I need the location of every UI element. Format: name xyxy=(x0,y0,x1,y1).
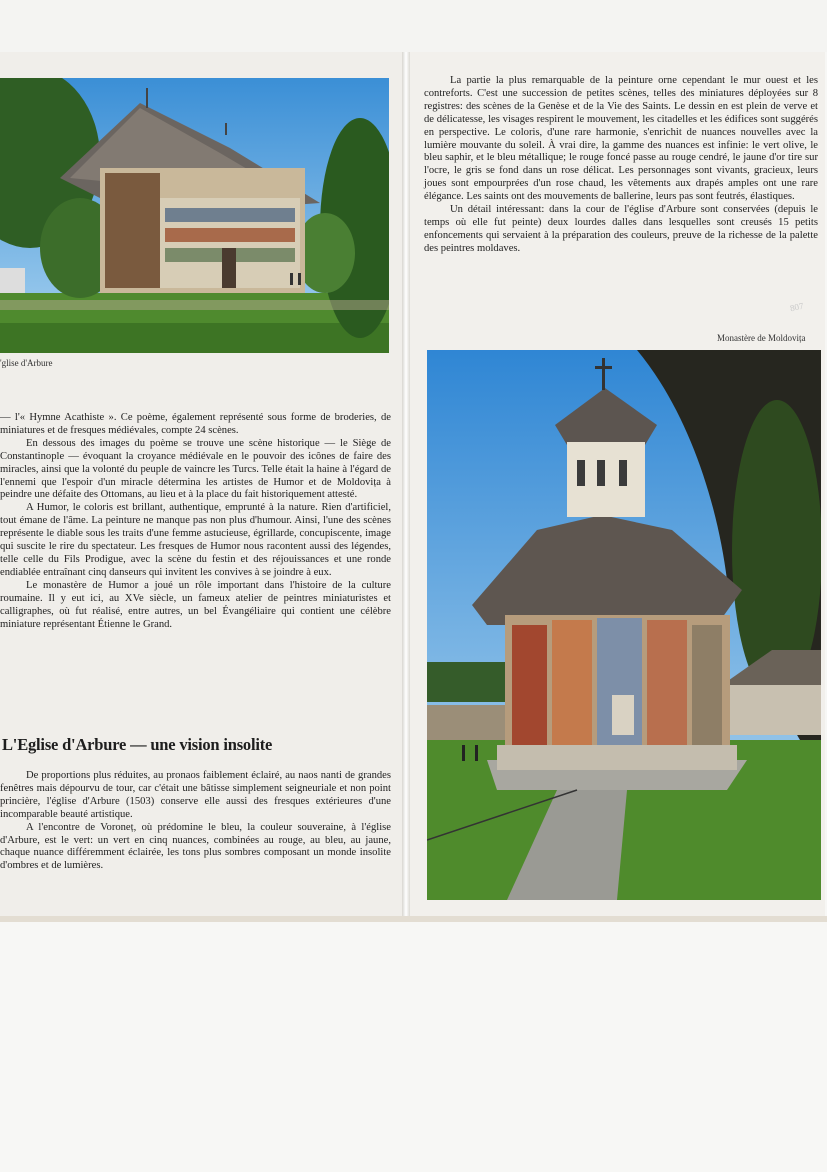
paragraph: A Humor, le coloris est brillant, authentique, emprunté à la nature. Rien d'artificiel, tout émane de l'âme. La peinture ne manque pas non plus d'humour. Ainsi, l'une des scènes représente le diable sous les traits d'une femme astucieuse, égrillarde, concupiscente, image qui suscite le rire du spectateur. Les fresques de Humor nous racontent aussi des légendes, telle celle du Fils Prodigue, avec la scène du festin et des réjouissances et une ronde endiablée entraînant cinq danseurs qui invitent les convives à se joindre à eux. xyxy=(0,502,391,578)
moldovita-monastery-photo xyxy=(427,350,821,900)
paragraph: Le monastère de Humor a joué un rôle important dans l'histoire de la culture roumaine. Il y eut ici, au XVe siècle, un fameux atelier de peintres miniaturistes et calligraphes, où fut réalisé, entre autres, un bel Évangéliaire qui contient une célèbre miniature représentant Étienne le Grand. xyxy=(0,579,391,630)
right-photo-caption: Monastère de Moldovița xyxy=(717,333,806,343)
paragraph: De proportions plus réduites, au pronaos faiblement éclairé, au naos nanti de grandes fenêtres mais dépourvu de tour, car c'était une bâtisse simplement seigneuriale et non point princière, l'église d'Arbure (1503) conserve elle aussi des fresques extérieures d'une incomparable beauté artistique. xyxy=(0,770,391,820)
left-photo-caption: 'glise d'Arbure xyxy=(0,358,53,368)
paragraph: — l'« Hymne Acathiste ». Ce poème, également représenté sous forme de broderies, de miniatures et de fresques médiévales, compte 24 scènes. xyxy=(0,412,391,436)
booklet-edge xyxy=(0,916,827,922)
arbure-church-photo xyxy=(0,78,389,353)
right-body-text xyxy=(424,75,818,256)
paragraph: La partie la plus remarquable de la peinture orne cependant le mur ouest et les contreforts. C'est une succession de petites scènes, telles des miniatures déployées sur 8 registres: des scènes de la Genèse et de la Vie des Saints. Le dessin en est plein de verve et de délicatesse, les visages respirent le mouvement, les citadelles et les édifices sont suggérés en perspective. Le coloris, d'une rare harmonie, s'enrichit de nuances nouvelles avec la lumière mouvante du soleil. À vrai dire, la gamme des nuances est infinie: le vert olive, le bleu saphir, et le bleu métallique; le rouge foncé passe au rouge cendré, le jaune d'or tire sur l'ocre, le gris se fond dans un rose délicat. Les personnages sont vivants, gracieux, leurs joues sont empourprées d'un rose chaud, les vêtements aux drapés amples ont une rare élégance. Les saints ont des mouvements de ballerine, leurs pas sont feutrés, élastiques. xyxy=(424,75,818,203)
section-heading: L'Eglise d'Arbure — une vision insolite xyxy=(2,735,273,754)
paragraph: A l'encontre de Voroneț, où prédomine le bleu, la couleur souveraine, à l'église d'Arbure, est le vert: un vert en cinq nuances, combinées au rouge, au bleu, au jaune, chaque nuance différemment éclairée, les tons plus sombres composant un monde insolite d'ombres et de lumières. xyxy=(0,821,391,872)
left-section-text xyxy=(0,770,391,873)
stamp-mark: 807 xyxy=(789,300,805,314)
paragraph: Un détail intéressant: dans la cour de l'église d'Arbure sont conservées (depuis le temps où elle fut peinte) deux lourdes dalles dans lesquelles sont creusés 15 petits enfoncements qui servaient à la préparation des couleurs, preuve de la richesse de la palette des peintres moldaves. xyxy=(424,204,818,254)
paragraph: En dessous des images du poème se trouve une scène historique — le Siège de Constantinople — évoquant la croyance médiévale en le pouvoir des icônes de faire des miracles, ainsi que la volonté du peuple de vaincre les Turcs. Telle était la haine à l'égard de l'ennemi que l'espoir d'un miracle détermina les artistes de Humor et de Moldovița à peindre une défaite des Ottomans, au lieu et à la place du fait historiquement attesté. xyxy=(0,437,391,501)
left-body-text xyxy=(0,412,391,631)
page-fold xyxy=(402,52,410,918)
scan-background xyxy=(0,0,827,52)
